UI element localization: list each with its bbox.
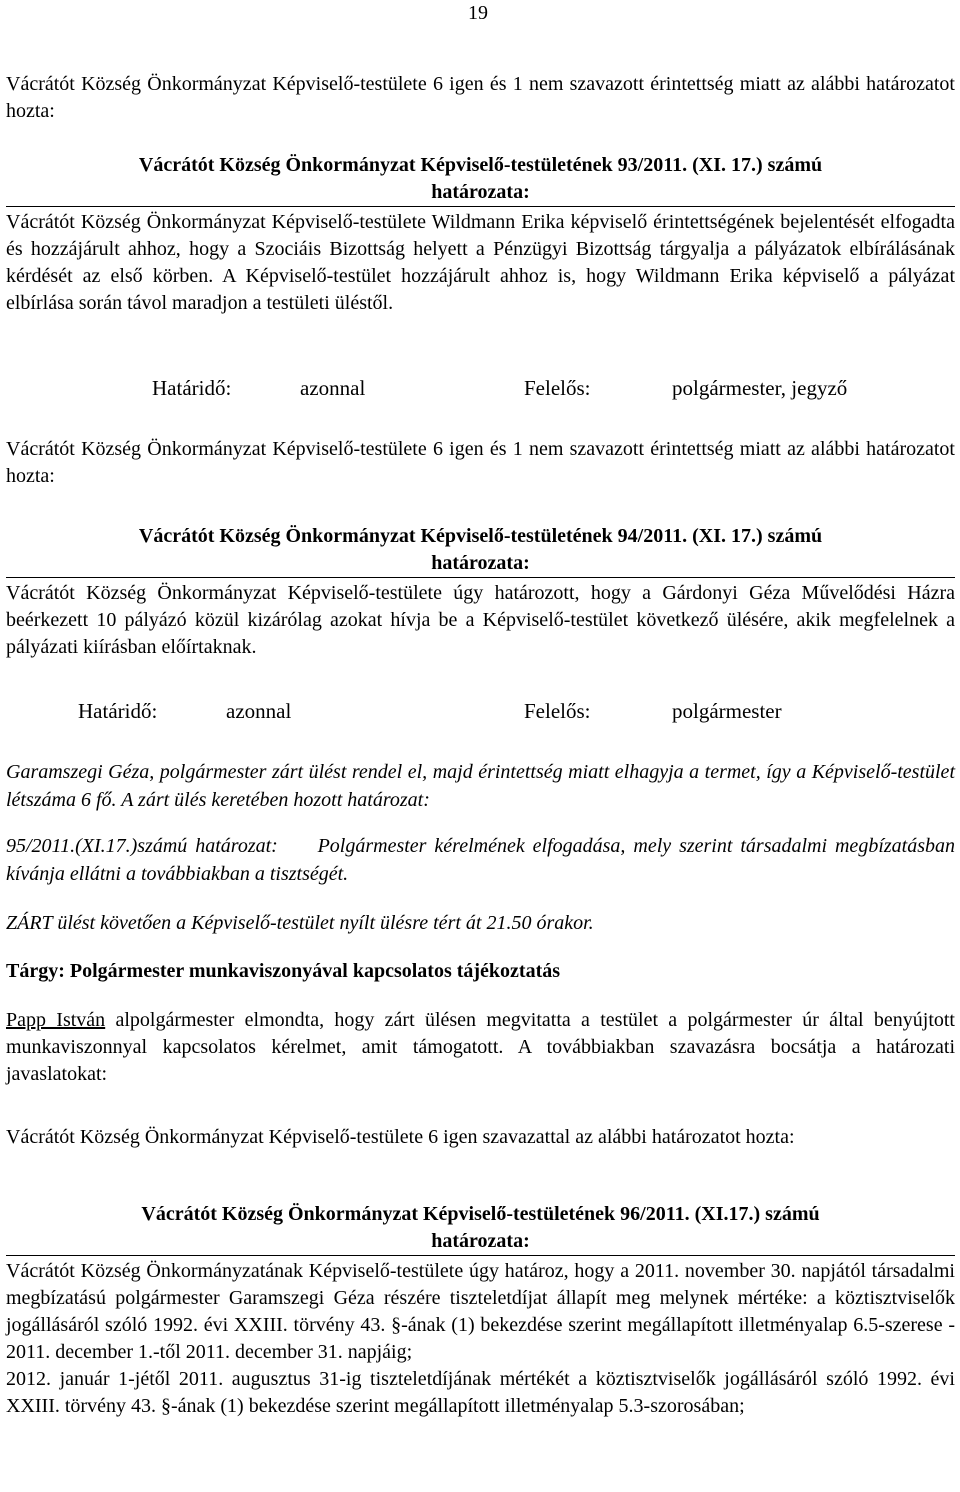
- resolution-text: Vácrátót Község Önkormányzat Képviselő-testülete úgy határozott, hogy a Gárdonyi Géza Művelődési Házra beérkezett 10 pályázó közül kizárólag azokat hívja be a Képviselő-testület következő ülésére, akik megfelelnek a pályázati kiírásban előírtaknak.: [6, 582, 955, 658]
- resolution-heading: határozata:: [6, 179, 955, 207]
- resolution-text-b: A Képviselő-testület hozzájárult ahhoz is, hogy Wildmann Erika képviselő a pályázat elbírlása során távol maradjon a testületi üléstől.: [6, 265, 955, 314]
- closed-session-note: [6, 758, 955, 814]
- speech-text: [6, 1007, 955, 1088]
- resolution-text-a: Vácrátót Község Önkormányzatának Képviselő-testülete úgy határoz, hogy a 2011. november 30. napjától társadalmi megbízatású polgármester Garamszegi Géza részére tiszteletdíjat állapít meg melynek mértéke: a köztisztviselők jogállásáról szóló 1992. évi XXIII. törvény 43. §-ának (1) bekezdése szerint megállapított illetményalap 6.5-szerese - 2011. december 1.-től 2011. december 31. napjáig;: [6, 1260, 955, 1363]
- deadline-value: azonnal: [226, 699, 292, 723]
- resolution-95-ref: 95/2011.(XI.17.)számú határozat:: [6, 835, 278, 857]
- responsible-value: polgármester: [672, 699, 782, 723]
- resolution-heading: határozata:: [6, 1228, 955, 1256]
- vote-text: Vácrátót Község Önkormányzat Képviselő-testülete 6 igen szavazattal az alábbi határozatot hozta:: [6, 1126, 795, 1148]
- closed-session-text-a: Garamszegi Géza, polgármester zárt ülést rendel el, majd érintettség miatt elhagyja a termet, így a Képviselő-testület létszáma 6 fő.: [6, 761, 955, 811]
- vote-statement-2: [6, 436, 955, 490]
- resolution-heading: határozata:: [6, 550, 955, 578]
- resolution-95-text: [6, 832, 955, 888]
- subject-text: Tárgy: Polgármester munkaviszonyával kapcsolatos tájékoztatás: [6, 960, 561, 982]
- resolution-95: [6, 832, 955, 888]
- vote-statement-1: [6, 71, 955, 125]
- deadline-value: azonnal: [300, 376, 366, 400]
- speech-paragraph: [6, 1007, 955, 1088]
- closed-session-text: [6, 758, 955, 814]
- speech-body: alpolgármester elmondta, hogy zárt ülésen megvitatta a testület a polgármester úr által benyújtott munkaviszonnyal kapcsolatos kérelmet, amit támogatott. A továbbiakban szavazásra bocsátja a határozati javaslatokat:: [6, 1009, 955, 1085]
- vote-text: Vácrátót Község Önkormányzat Képviselő-testülete 6 igen és 1 nem szavazott érintettség miatt az alábbi határozatot hozta:: [6, 73, 955, 122]
- resolution-text: [6, 209, 955, 317]
- page-number: 19: [468, 2, 488, 24]
- resolution-text-a: Vácrátót Község Önkormányzat Képviselő-testülete Wildmann Erika képviselő érintettségének bejelentését elfogadta és hozzájárult ahhoz, hogy a Szociáis Bizottság helyett a Pénzügyi Bizottság tárgyalja a pályázatok elbírálásának kérdését az első körben.: [6, 211, 955, 287]
- resolution-title: Vácrátót Község Önkormányzat Képviselő-testületének 93/2011. (XI. 17.) számú: [138, 154, 823, 176]
- deadline-label: Határidő:: [78, 699, 158, 723]
- closed-session-text-b: A zárt ülés keretében hozott határozat:: [121, 789, 430, 811]
- vote-statement-3: [6, 1124, 955, 1151]
- resolution-title: Vácrátót Község Önkormányzat Képviselő-testületének 96/2011. (XI.17.) számú: [141, 1203, 820, 1225]
- responsible-value: polgármester, jegyző: [672, 376, 848, 400]
- responsible-label: Felelős:: [524, 376, 591, 400]
- responsible-label: Felelős:: [524, 699, 591, 723]
- resolution-title: Vácrátót Község Önkormányzat Képviselő-testületének 94/2011. (XI. 17.) számú: [138, 525, 823, 547]
- resolution-text-b: 2012. január 1-jétől 2011. augusztus 31-ig tiszteletdíjának mértékét a köztisztviselők jogállásáról szóló 1992. évi XXIII. törvény 43. §-ának (1) bekezdése szerint megállapított illetményalap 5.3-szorosában;: [6, 1368, 955, 1417]
- reopen-note: [6, 909, 955, 937]
- subject-heading: [6, 958, 955, 985]
- reopen-text: ZÁRT ülést követően a Képviselő-testület nyílt ülésre tért át 21.50 órakor.: [6, 912, 594, 934]
- speaker-name: Papp István: [6, 1009, 106, 1031]
- resolution-95-body: Polgármester kérelmének elfogadása, mely szerint társadalmi megbízatásban kívánja ellátni a továbbiakban a tisztségét.: [6, 835, 955, 885]
- resolution-96: [6, 1201, 955, 1420]
- resolution-94: [6, 523, 955, 661]
- vote-text: Vácrátót Község Önkormányzat Képviselő-testülete 6 igen és 1 nem szavazott érintettség miatt az alábbi határozatot hozta:: [6, 438, 955, 487]
- deadline-label: Határidő:: [152, 376, 232, 400]
- resolution-93: [6, 152, 955, 317]
